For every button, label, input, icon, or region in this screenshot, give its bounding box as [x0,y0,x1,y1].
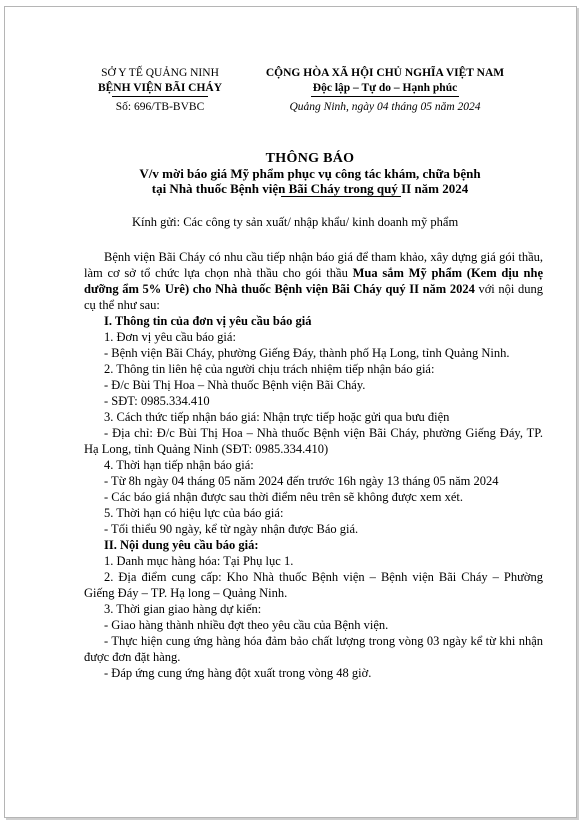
list-item: - Thực hiện cung ứng hàng hóa đảm bảo chất lượng trong vòng 03 ngày kể từ khi nhận được đơn đặt hàng. [84,634,543,664]
subject-line-2: tại Nhà thuốc Bệnh viện Bãi Cháy trong quý II năm 2024 [151,181,469,196]
list-item: - Các báo giá nhận được sau thời điểm nêu trên sẽ không được xem xét. [104,490,463,504]
document-type: THÔNG BÁO [265,151,355,166]
list-item: 1. Đơn vị yêu cầu báo giá: [104,330,236,344]
issuer-underline [112,96,208,97]
country-name: CỘNG HÒA XÃ HỘI CHỦ NGHĨA VIỆT NAM [265,67,505,79]
list-item: - SĐT: 0985.334.410 [104,394,210,408]
list-item: 3. Cách thức tiếp nhận báo giá: Nhận trực tiếp hoặc gửi qua bưu điện [104,410,450,424]
list-item: - Địa chỉ: Đ/c Bùi Thị Hoa – Nhà thuốc Bệnh viện Bãi Cháy, phường Giếng Đáy, TP. Hạ Long, tỉnh Quảng Ninh (SĐT: 0985.334.410) [84,426,543,456]
document-title [40,151,580,196]
list-item: 4. Thời hạn tiếp nhận báo giá: [104,458,254,472]
motto-underline [311,96,459,97]
section-2-heading: II. Nội dung yêu cầu báo giá: [104,538,259,552]
list-item: - Tối thiểu 90 ngày, kể từ ngày nhận được Báo giá. [104,522,359,536]
national-motto: Độc lập – Tự do – Hạnh phúc [312,82,458,94]
package-name: Mua sắm Mỹ phẩm (Kem dịu nhẹ dưỡng ẩm 5% Urê) cho Nhà thuốc Bệnh viện Bãi Cháy quý II năm 2024 [84,266,543,296]
list-item: - Bệnh viện Bãi Cháy, phường Giếng Đáy, thành phố Hạ Long, tỉnh Quảng Ninh. [104,346,510,360]
subject-line-1: V/v mời báo giá Mỹ phẩm phục vụ công tác khám, chữa bệnh [139,166,481,181]
intro-text: Bệnh viện Bãi Cháy có nhu cầu tiếp nhận báo giá để tham khảo, xây dựng giá gói thầu, làm cơ sở tổ chức lựa chọn nhà thầu cho gói thầu [84,250,543,280]
issue-date: Quảng Ninh, ngày 04 tháng 05 năm 2024 [289,101,481,113]
list-item: 3. Thời gian giao hàng dự kiến: [104,602,262,616]
title-underline [281,196,401,197]
intro-tail: với nội dung cụ thể như sau: [84,282,543,312]
issuing-hospital: BỆNH VIỆN BÃI CHÁY [97,82,223,94]
list-item: - Giao hàng thành nhiều đợt theo yêu cầu của Bệnh viện. [104,618,389,632]
national-header [255,66,515,115]
list-item: - Từ 8h ngày 04 tháng 05 năm 2024 đến trước 16h ngày 13 tháng 05 năm 2024 [104,474,499,488]
issuer-block [80,66,240,115]
list-item: 2. Địa điểm cung cấp: Kho Nhà thuốc Bệnh viện – Bệnh viện Bãi Cháy – Phường Giếng Đáy – TP. Hạ long – Quảng Ninh. [84,570,543,600]
parent-agency: SỞ Y TẾ QUẢNG NINH [101,67,219,79]
list-item: 2. Thông tin liên hệ của người chịu trách nhiệm tiếp nhận báo giá: [104,362,435,376]
recipient-line: Kính gửi: Các công ty sản xuất/ nhập khẩu/ kinh doanh mỹ phẩm [132,215,459,229]
list-item: 1. Danh mục hàng hóa: Tại Phụ lục 1. [104,554,294,568]
list-item: - Đáp ứng cung ứng hàng đột xuất trong vòng 48 giờ. [104,666,372,680]
document-number: Số: 696/TB-BVBC [115,101,205,113]
intro-paragraph [84,249,543,313]
section-1-heading: I. Thông tin của đơn vị yêu cầu báo giá [104,314,312,328]
document-body [84,249,543,681]
list-item: - Đ/c Bùi Thị Hoa – Nhà thuốc Bệnh viện Bãi Cháy. [104,378,366,392]
list-item: 5. Thời hạn có hiệu lực của báo giá: [104,506,284,520]
